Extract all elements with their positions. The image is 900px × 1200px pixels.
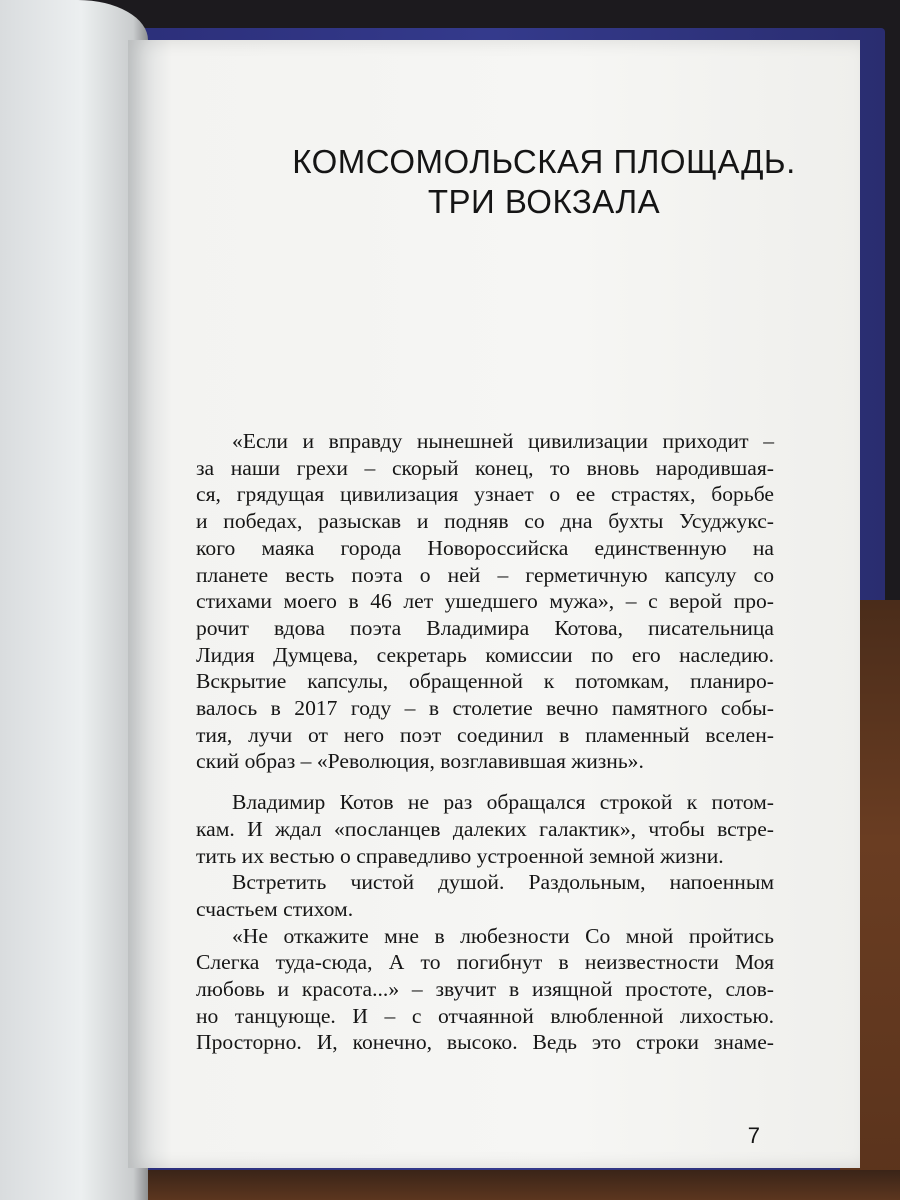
chapter-title-line-2: ТРИ ВОКЗАЛА	[427, 183, 661, 220]
text-line: стихами моего в 46 лет ушедшего мужа», – с верой про-	[196, 589, 774, 614]
text-line: Слегка туда-сюда, А то погибнут в неизвестности Моя	[196, 950, 774, 975]
text-line: и победах, разыскав и подняв со дна бухты Усуджукс-	[196, 509, 774, 534]
text-line: за наши грехи – скорый конец, то вновь народившая-	[196, 455, 774, 480]
text-line: Лидия Думцева, секретарь комиссии по его наследию.	[196, 642, 774, 667]
text-line: кам. И ждал «посланцев далеких галактик», чтобы встре-	[196, 816, 774, 841]
paragraph-4	[196, 923, 774, 1057]
text-line: но танцующе. И – с отчаянной влюбленной лихостью.	[196, 1003, 774, 1028]
text-line: счастьем стихом.	[196, 896, 354, 921]
text-line: кого маяка города Новороссийска единственную на	[196, 535, 774, 560]
paragraph-2	[196, 789, 774, 869]
text-line: тия, лучи от него поэт соединил в пламенный вселен-	[196, 722, 774, 747]
text-line: Владимир Котов не раз обращался строкой к потом-	[232, 790, 774, 815]
text-line: ся, грядущая цивилизация узнает о ее страстях, борьбе	[196, 482, 774, 507]
chapter-title	[128, 142, 900, 222]
text-line: валось в 2017 году – в столетие вечно памятного собы-	[196, 696, 774, 721]
text-line: Просторно. И, конечно, высоко. Ведь это строки знаме-	[196, 1030, 774, 1055]
body-text	[196, 428, 774, 1056]
chapter-title-line-1: КОМСОМОЛЬСКАЯ ПЛОЩАДЬ.	[292, 143, 796, 180]
text-line: любовь и красота...» – звучит в изящной простоте, слов-	[196, 977, 774, 1002]
page-number: 7	[747, 1123, 760, 1148]
paragraph-3	[196, 869, 774, 922]
text-line: рочит вдова поэта Владимира Котова, писательница	[196, 615, 774, 640]
text-line: Вскрытие капсулы, обращенной к потомкам, планиро-	[196, 669, 774, 694]
text-line: планете весть поэта о ней – герметичную капсулу со	[196, 562, 774, 587]
text-line: тить их вестью о справедливо устроенной земной жизни.	[196, 843, 724, 868]
text-line: «Не откажите мне в любезности Со мной пройтись	[232, 923, 774, 948]
paragraph-1	[196, 428, 774, 775]
book-page	[128, 40, 860, 1168]
text-line: ский образ – «Революция, возглавившая жизнь».	[196, 749, 644, 774]
left-page-edge	[0, 0, 148, 1200]
text-line: Встретить чистой душой. Раздольным, напоенным	[232, 870, 774, 895]
text-line: «Если и вправду нынешней цивилизации приходит –	[232, 429, 774, 453]
